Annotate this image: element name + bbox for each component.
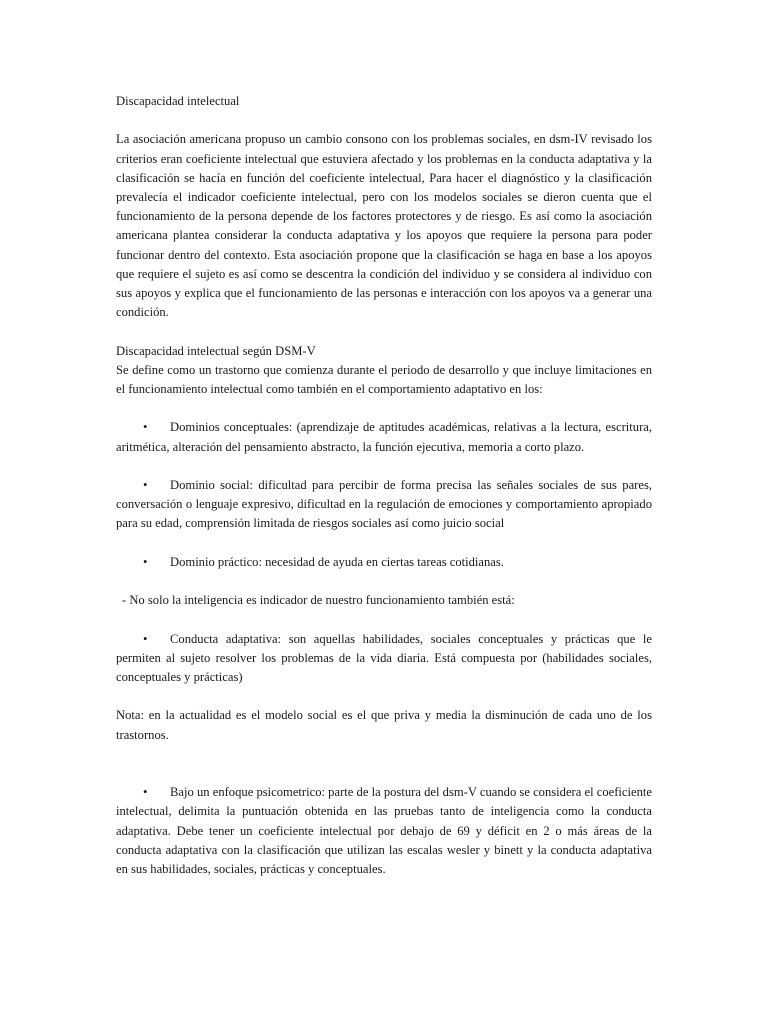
document-page [116, 92, 652, 898]
bullet-text: Bajo un enfoque psicometrico: parte de la postura del dsm-V cuando se considera el coeficiente intelectual, delimita la puntuación obtenida en las pruebas tanto de inteligencia como la conducta adaptativa. Debe tener un coeficiente intelectual por debajo de 69 y déficit en 2 o más áreas de la conducta adaptativa con la clasificación que utilizan las escalas wesler y binett y la conducta adaptativa en sus habilidades, sociales, prácticas y conceptuales. [116, 785, 652, 876]
bullet-text: Dominio práctico: necesidad de ayuda en ciertas tareas cotidianas. [170, 554, 504, 569]
document-title: Discapacidad intelectual [116, 94, 240, 108]
bullet-text: Dominios conceptuales: (aprendizaje de aptitudes académicas, relativas a la lectura, escritura, aritmética, alteración del pensamiento abstracto, la función ejecutiva, memoria a corto plazo. [116, 420, 652, 454]
bullet-icon: • [143, 785, 148, 800]
nota-paragraph: Nota: en la actualidad es el modelo social es el que priva y media la disminución de cada uno de los trastornos. [116, 708, 652, 742]
bullet-text: Conducta adaptativa: son aquellas habilidades, sociales conceptuales y prácticas que le permiten al sujeto resolver los problemas de la vida diaria. Está compuesta por (habilidades sociales, conceptuales y prácticas) [116, 631, 652, 684]
bullet-icon: • [143, 420, 148, 435]
bullet-practical-domain [116, 553, 652, 572]
bullet-conceptual-domain [116, 418, 652, 456]
bullet-text: Dominio social: dificultad para percibir de forma precisa las señales sociales de sus pares, conversación o lenguaje expresivo, dificultad en la regulación de emociones y comportamiento apropiado para su edad, comprensión limitada de riesgos sociales así como juicio social [116, 478, 652, 531]
dsm5-definition: Se define como un trastorno que comienza durante el periodo de desarrollo y que incluye limitaciones en el funcionamiento intelectual como también en el comportamiento adaptativo en los: [116, 362, 652, 397]
spacer [116, 764, 652, 783]
dsm5-heading: Discapacidad intelectual según DSM-V [116, 343, 316, 358]
intelligence-note: - No solo la inteligencia es indicador de nuestro funcionamiento también está: [122, 593, 515, 608]
bullet-icon: • [143, 631, 148, 646]
intro-paragraph: La asociación americana propuso un cambio consono con los problemas sociales, en dsm-IV revisado los criterios eran coeficiente intelectual que estuviera afectado y los problemas en la conducta adaptativa y la clasificación se hacía en función del coeficiente intelectual, Para hacer el diagnóstico y la clasificación prevalecía el indicador coeficiente intelectual, pero con los modelos sociales se dieron cuenta que el funcionamiento de la persona depende de los factores protectores y de riesgo. Es así como la asociación americana plantea considerar la conducta adaptativa y los apoyos que requiere la persona para poder funcionar dentro del contexto. Esta asociación propone que la clasificación se haga en base a los apoyos que requiere el sujeto es así como se descentra la condición del individuo y se considera al individuo con sus apoyos y explica que el funcionamiento de las personas e interacción con los apoyos va a generar una condición. [116, 132, 652, 320]
bullet-icon: • [143, 554, 148, 569]
bullet-icon: • [143, 478, 148, 492]
bullet-psychometric [116, 783, 652, 879]
bullet-adaptive-behavior [116, 630, 652, 688]
bullet-social-domain [116, 476, 652, 534]
